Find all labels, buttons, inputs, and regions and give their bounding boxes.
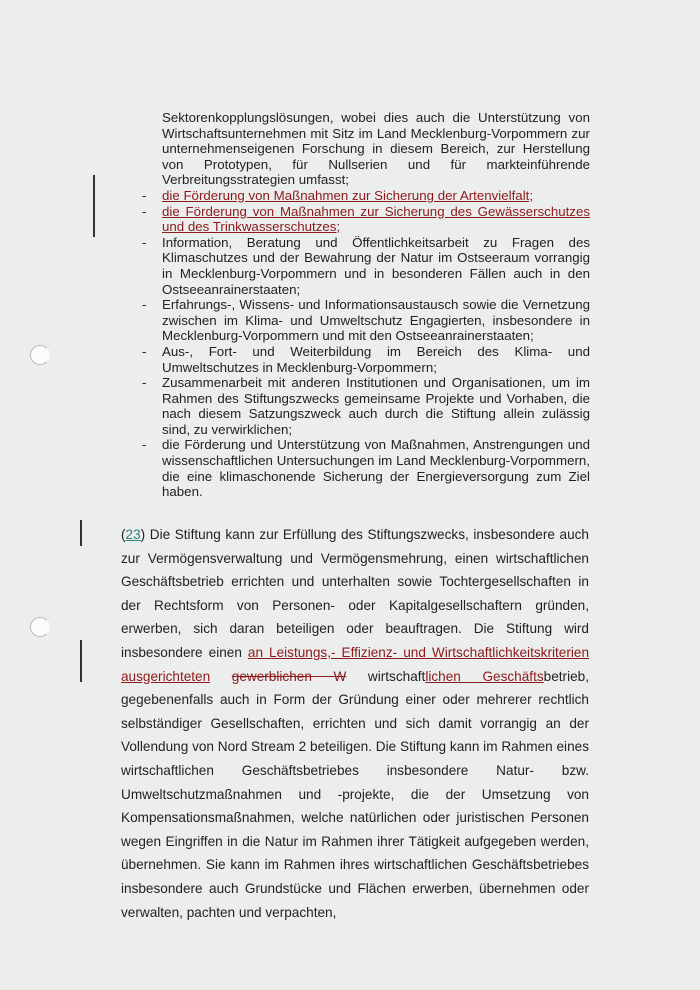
list-item <box>142 234 590 297</box>
section-text-a: Die Stiftung kann zur Erfüllung des Stiftungszwecks, insbesondere auch zur Vermögensverwaltung und Vermögensmehrung, einen wirtschaftlichen Geschäftsbetrieb errichten und unterhalten sowie Tochtergesellschaften in der Rechtsform von Personen- oder Kapitalgesellschaftern gründen, erwerben, sich daran beteiligen oder beauftragen. Die Stiftung wird insbesondere einen <box>121 527 589 660</box>
list-dash: - <box>142 234 147 250</box>
list-item-text: die Förderung und Unterstützung von Maßnahmen, Anstrengungen und wissenschaftlichen Untersuchungen im Land Mecklenburg-Vorpommern, die eine klimaschonende Sicherung der Energieversorgung zum Ziel haben. <box>162 437 590 500</box>
list-item <box>142 203 590 235</box>
list-item-text: die Förderung von Maßnahmen zur Sicherung des Gewässerschutzes und des Trinkwasserschutzes; <box>162 203 590 235</box>
list-item <box>142 437 590 500</box>
space-a <box>210 669 232 684</box>
list-item-text: Information, Beratung und Öffentlichkeitsarbeit zu Fragen des Klimaschutzes und der Bewahrung der Natur im Ostseeraum vorrangig in Mecklenburg-Vorpommern und in besonderen Fällen auch in den Ostseeanrainerstaaten; <box>162 234 590 297</box>
section-text-b: wirtschaft <box>367 668 426 684</box>
section-number-close: ) <box>140 527 146 542</box>
section-paragraph <box>121 523 589 924</box>
punch-hole-upper <box>30 345 50 365</box>
purpose-list <box>142 187 590 500</box>
list-item-text: Zusammenarbeit mit anderen Institutionen und Organisationen, um im Rahmen des Stiftungszwecks gemeinsame Projekte und Vorhaben, die nach diesem Satzungszweck auch durch die Stiftung allein zulässig sind, zu verwirklichen; <box>162 375 590 437</box>
change-bar-top <box>93 175 95 237</box>
purpose-list-block <box>142 110 590 500</box>
list-item <box>142 297 590 344</box>
change-bar-bottom <box>80 640 82 682</box>
section-text-c: betrieb, gegebenenfalls auch in Form der Gründung einer oder mehrerer rechtlich selbständiger Gesellschaften, errichten und sich damit vorrangig an der Vollendung von Nord Stream 2 beteiligen. Die Stiftung kann im Rahmen eines wirtschaftlichen Geschäftsbetriebes insbesondere Natur- bzw. Umweltschutzmaßnahmen und -projekte, die der Umsetzung von Kompensationsmaßnahmen, welche natürlichen oder juristischen Personen wegen Eingriffen in die Natur im Rahmen ihrer Tätigkeit aufgegeben werden, übernehmen. Sie kann im Rahmen ihres wirtschaftlichen Geschäftsbetriebes insbesondere auch Grundstücke und Flächen erwerben, übernehmen oder verwalten, pachten und verpachten, <box>121 668 589 920</box>
list-item-text: Aus-, Fort- und Weiterbildung im Bereich des Klima- und Umweltschutzes in Mecklenburg-Vorpommern; <box>162 343 590 375</box>
punch-hole-lower <box>30 617 50 637</box>
list-dash: - <box>142 437 147 453</box>
list-dash: - <box>142 187 147 203</box>
list-item <box>142 343 590 375</box>
list-item <box>142 375 590 437</box>
intro-paragraph: Sektorenkopplungslösungen, wobei dies auch die Unterstützung von Wirtschaftsunternehmen mit Sitz im Land Mecklenburg-Vorpommern zur unternehmenseigenen Forschung in diesem Bereich, zur Herstellung von Prototypen, für Nullserien und für markteinführende Verbreitungsstrategien umfasst; <box>162 110 590 188</box>
deleted-text: gewerblichen W <box>231 668 347 684</box>
space-b <box>346 669 368 684</box>
list-item-text: Erfahrungs-, Wissens- und Informationsaustausch sowie die Vernetzung zwischen im Klima- und Umweltschutz Engagierten, insbesondere in Mecklenburg-Vorpommern und mit den Ostseeanrainerstaaten; <box>162 297 590 344</box>
inserted-text-b: lichen Geschäfts <box>425 668 544 684</box>
list-item <box>142 187 590 204</box>
list-dash: - <box>142 343 147 359</box>
list-dash: - <box>142 375 147 391</box>
list-dash: - <box>142 297 147 313</box>
section-number-open: ( <box>121 527 126 542</box>
list-item-text: die Förderung von Maßnahmen zur Sicherung der Artenvielfalt; <box>162 187 534 203</box>
section-number: 23 <box>125 527 141 542</box>
inserted-text-a: an Leistungs,- Effizienz- und Wirtschaftlichkeitskriterien ausgerichteten <box>121 644 590 684</box>
section-paragraph-block <box>121 523 589 924</box>
change-bar-middle <box>80 520 82 546</box>
list-dash: - <box>142 203 147 219</box>
